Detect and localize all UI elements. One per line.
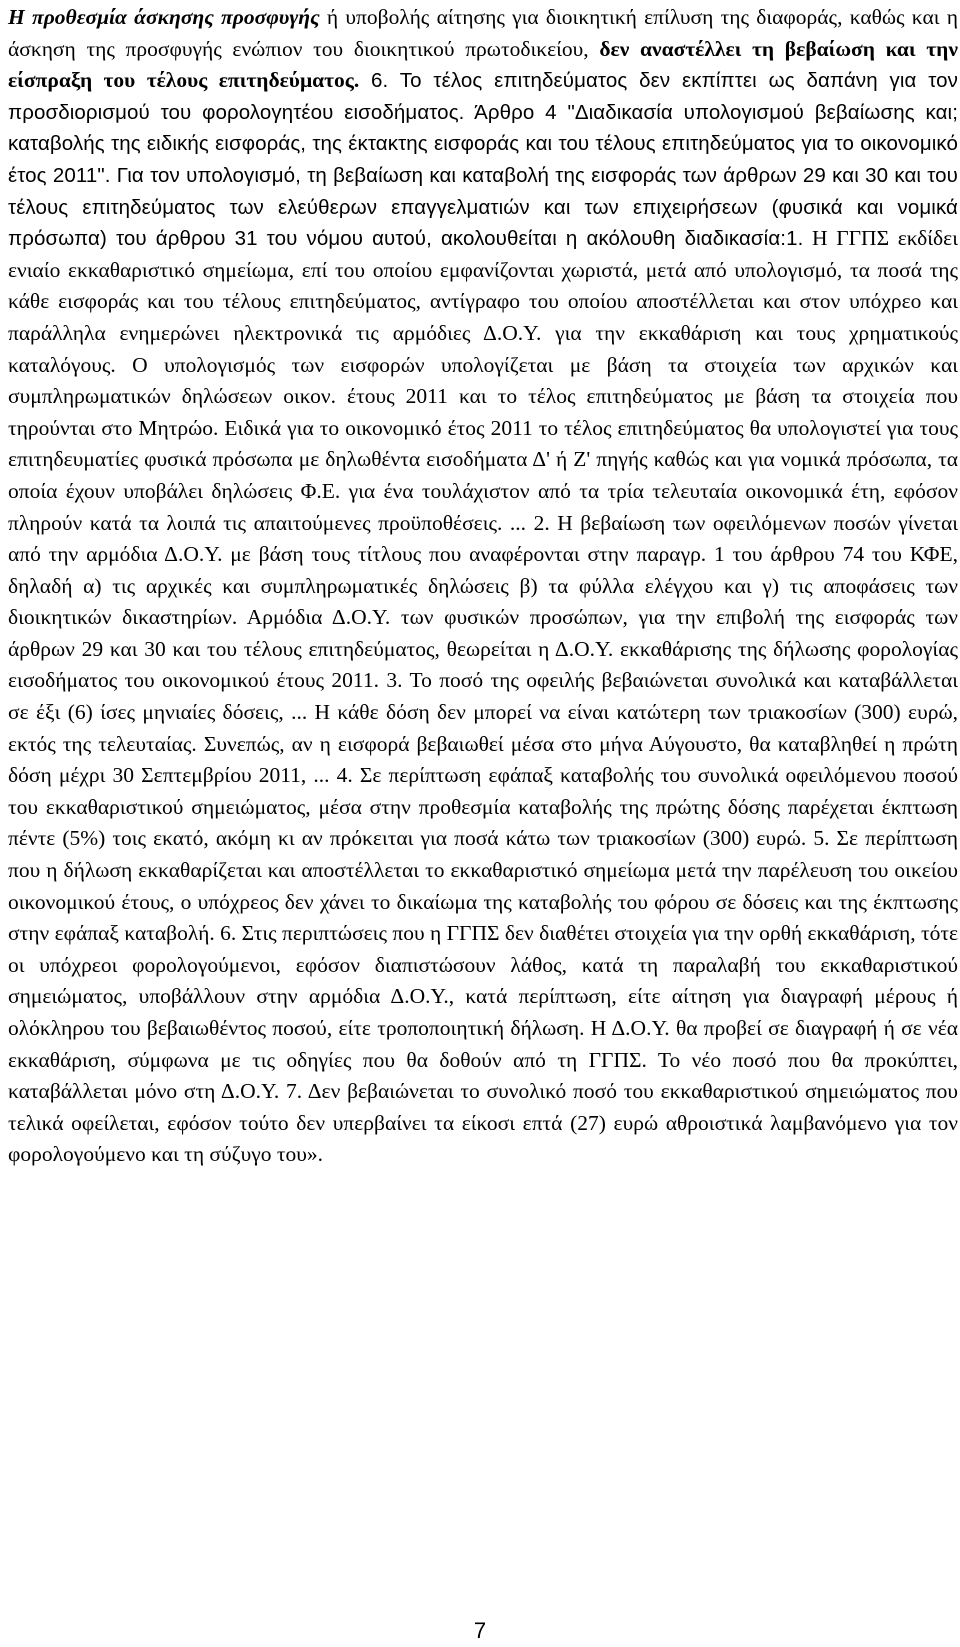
body-text-intro: ή υποβολής αίτησης για διοικητική επίλυση της διαφοράς, καθώς και η άσκηση της προσφυγής ενώπιον του διοικητικού πρωτοδικείου, <box>8 5 958 61</box>
article-4-text: 6. Το τέλος επιτηδεύματος δεν εκπίπτει ως δαπάνη για τον προσδιορισμού του φορολογητέου εισοδήματος. Άρθρο 4 "Διαδικασία υπολογισμού βεβαίωσης και; καταβολής της ειδικής εισφοράς, της έκτακτης εισφοράς και του τέλους επιτηδεύματος για το οικονομικό έτος 2011". Για τον υπολογισμό, τη βεβαίωση και καταβολή της εισφοράς των άρθρων 29 και 30 και του τέλους επιτηδεύματος των ελεύθερων επαγγελματιών και των επιχειρήσεων (φυσικά και νομικά πρόσωπα) του άρθρου 31 του νόμου αυτού, ακολουθείται η ακόλουθη διαδικασία:1. <box>8 69 958 251</box>
procedure-text: Η ΓΓΠΣ εκδίδει ενιαίο εκκαθαριστικό σημείωμα, επί του οποίου εμφανίζονται χωριστά, μετά από υπολογισμό, τα ποσά της κάθε εισφοράς και του τέλους επιτηδεύματος, αντίγραφο του οποίου αποστέλλεται και στον υπόχρεο και παράλληλα ενημερώνει ηλεκτρονικά τις αρμόδιες Δ.Ο.Υ. για την εκκαθάριση και τους χρηματικούς καταλόγους. Ο υπολογισμός των εισφορών υπολογίζεται με βάση τα στοιχεία των αρχικών και συμπληρωματικών δηλώσεων οικον. έτους 2011 και το τέλος επιτηδεύματος με βάση τα στοιχεία που τηρούνται στο Μητρώο. Ειδικά για το οικονομικό έτος 2011 το τέλος επιτηδεύματος θα υπολογιστεί για τους επιτηδευματίες φυσικά πρόσωπα με δηλωθέντα εισοδήματα Δ' ή Ζ' πηγής καθώς και για νομικά πρόσωπα, τα οποία έχουν υποβάλει δηλώσεις Φ.Ε. για ένα τουλάχιστον από τα τρία τελευταία οικονομικά έτη, εφόσον πληρούν κατά τα λοιπά τις απαιτούμενες προϋποθέσεις. ... 2. Η βεβαίωση των οφειλόμενων ποσών γίνεται από την αρμόδια Δ.Ο.Υ. με βάση τους τίτλους που αναφέρονται στην παραγρ. 1 του άρθρου 74 του ΚΦΕ, δηλαδή α) τις αρχικές και συμπληρωματικές δηλώσεις β) τα φύλλα ελέγχου και γ) τις αποφάσεις των διοικητικών δικαστηρίων. Αρμόδια Δ.Ο.Υ. των φυσικών προσώπων, για την επιβολή της εισφοράς των άρθρων 29 και 30 και του τέλους επιτηδεύματος, θεωρείται η Δ.Ο.Υ. εκκαθάρισης της δήλωσης φορολογίας εισοδήματος του οικονομικού έτους 2011. 3. Το ποσό της οφειλής βεβαιώνεται συνολικά και καταβάλλεται σε έξι (6) ίσες μηνιαίες δόσεις, ... Η κάθε δόση δεν μπορεί να είναι κατώτερη των τριακοσίων (300) ευρώ, εκτός της τελευταίας. Συνεπώς, αν η εισφορά βεβαιωθεί μέσα στο μήνα Αύγουστο, θα καταβληθεί η πρώτη δόση μέχρι 30 Σεπτεμβρίου 2011, ... 4. Σε περίπτωση εφάπαξ καταβολής του συνολικά οφειλόμενου ποσού του εκκαθαριστικού σημειώματος, μέσα στην προθεσμία καταβολής της πρώτης δόσης παρέχεται έκπτωση πέντε (5%) τοις εκατό, ακόμη κι αν πρόκειται για ποσά κάτω των τριακοσίων (300) ευρώ. 5. Σε περίπτωση που η δήλωση εκκαθαρίζεται και αποστέλλεται το εκκαθαριστικό σημείωμα μετά την παρέλευση του οικείου οικονομικού έτους, ο υπόχρεος δεν χάνει το δικαίωμα της καταβολής του φόρου σε δόσεις και της έκπτωσης στην εφάπαξ καταβολή. 6. Στις περιπτώσεις που η ΓΓΠΣ δεν διαθέτει στοιχεία για την ορθή εκκαθάριση, τότε οι υπόχρεοι φορολογούμενοι, εφόσον διαπιστώσουν λάθος, κατά τη παραλαβή του εκκαθαριστικού σημειώματος, υποβάλλουν στην αρμόδια Δ.Ο.Υ., κατά περίπτωση, είτε αίτηση για διαγραφή μέρους ή ολόκληρου του βεβαιωθέντος ποσού, είτε τροποποιητική δήλωση. Η Δ.Ο.Υ. θα προβεί σε διαγραφή ή σε νέα εκκαθάριση, σύμφωνα με τις οδηγίες που θα δοθούν από τη ΓΓΠΣ. Το νέο ποσό που θα προκύπτει, καταβάλλεται μόνο στη Δ.Ο.Υ. 7. Δεν βεβαιώνεται το συνολικό ποσό του εκκαθαριστικού σημειώματος που τελικά οφείλεται, εφόσον τούτο δεν υπερβαίνει τα είκοσι επτά (27) ευρώ αθροιστικά λαμβανόμενο για τον φορολογούμενο και τη σύζυγο του». <box>8 226 959 1167</box>
document-body <box>8 2 958 1171</box>
deadline-heading-phrase: Η προθεσμία άσκησης προσφυγής <box>8 5 320 29</box>
page-number: 7 <box>473 1618 487 1643</box>
no-suspension-phrase: δεν αναστέλλει τη βεβαίωση και την είσπραξη του τέλους επιτηδεύματος. <box>8 36 958 93</box>
